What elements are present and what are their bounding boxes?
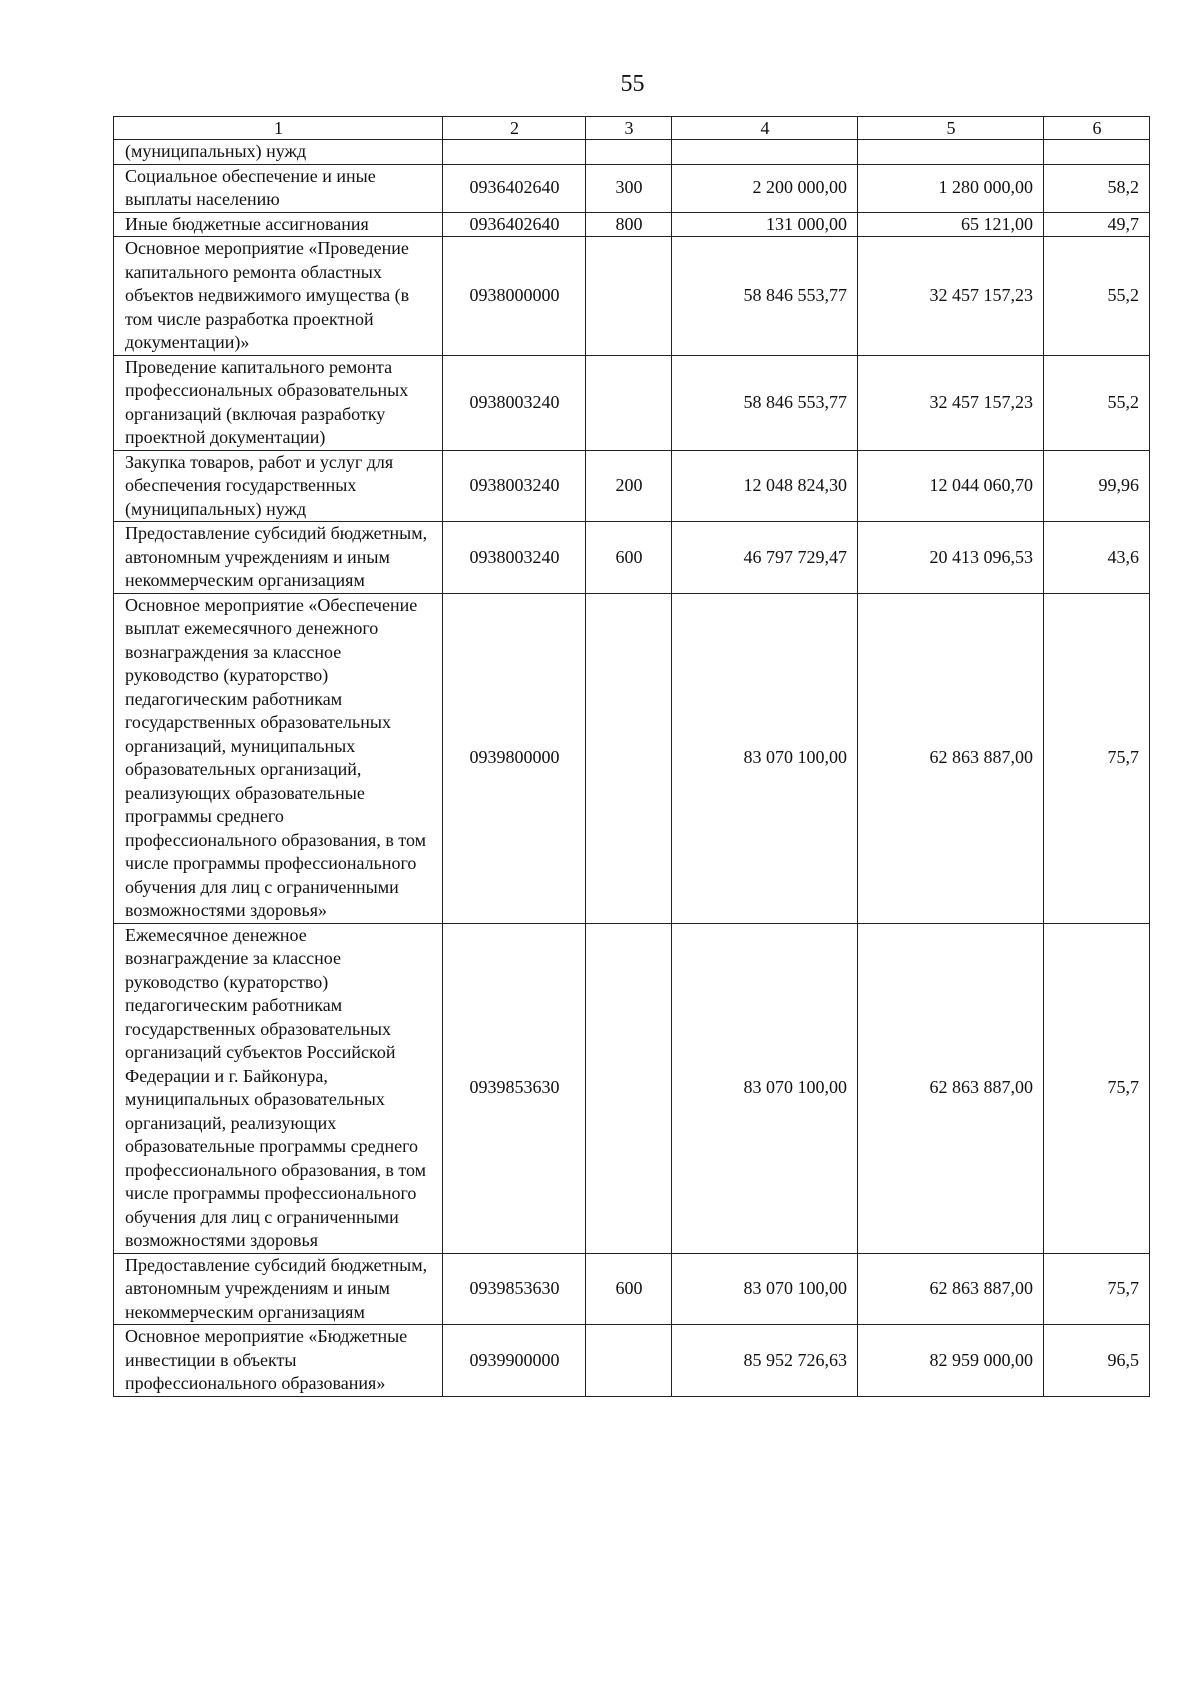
row-code: 0939853630 (443, 1253, 586, 1325)
row-plan: 83 070 100,00 (672, 593, 858, 923)
table-row (114, 1253, 1150, 1325)
row-plan: 12 048 824,30 (672, 450, 858, 522)
row-code (443, 140, 586, 165)
row-percent: 49,7 (1044, 212, 1150, 237)
row-fact: 62 863 887,00 (858, 923, 1044, 1253)
table-row (114, 1325, 1150, 1397)
row-name: Основное мероприятие «Обеспечение выплат ежемесячного денежного вознаграждения за классное руководство (кураторство) педагогическим работникам государственных образовательных организаций, муниципальных образовательных организаций, реализующих образовательные программы среднего профессионального образования, в том числе программы профессионального обучения для лиц с ограниченными возможностями здоровья» (114, 593, 443, 923)
column-header: 5 (858, 117, 1044, 140)
row-type (586, 237, 672, 356)
row-name: (муниципальных) нужд (114, 140, 443, 165)
row-name: Основное мероприятие «Бюджетные инвестиции в объекты профессионального образования» (114, 1325, 443, 1397)
column-header: 4 (672, 117, 858, 140)
row-plan: 83 070 100,00 (672, 1253, 858, 1325)
page-number: 55 (620, 71, 645, 97)
row-percent: 55,2 (1044, 355, 1150, 450)
row-name: Основное мероприятие «Проведение капитального ремонта областных объектов недвижимого имущества (в том числе разработка проектной документации)» (114, 237, 443, 356)
row-type (586, 355, 672, 450)
row-fact: 62 863 887,00 (858, 1253, 1044, 1325)
row-fact: 62 863 887,00 (858, 593, 1044, 923)
row-type (586, 923, 672, 1253)
row-code: 0936402640 (443, 164, 586, 212)
row-percent: 75,7 (1044, 923, 1150, 1253)
column-header: 6 (1044, 117, 1150, 140)
row-type: 300 (586, 164, 672, 212)
row-fact: 12 044 060,70 (858, 450, 1044, 522)
table-header-row (114, 117, 1150, 140)
table-row (114, 450, 1150, 522)
row-type: 600 (586, 1253, 672, 1325)
row-code: 0939853630 (443, 923, 586, 1253)
row-name: Социальное обеспечение и иные выплаты населению (114, 164, 443, 212)
row-fact: 20 413 096,53 (858, 522, 1044, 594)
row-code: 0939900000 (443, 1325, 586, 1397)
row-percent: 55,2 (1044, 237, 1150, 356)
row-name: Проведение капитального ремонта профессиональных образовательных организаций (включая разработку проектной документации) (114, 355, 443, 450)
row-percent: 75,7 (1044, 1253, 1150, 1325)
row-percent: 75,7 (1044, 593, 1150, 923)
row-fact: 65 121,00 (858, 212, 1044, 237)
row-code: 0938003240 (443, 450, 586, 522)
column-header: 2 (443, 117, 586, 140)
table-row (114, 237, 1150, 356)
row-name: Предоставление субсидий бюджетным, автономным учреждениям и иным некоммерческим организациям (114, 522, 443, 594)
row-plan: 131 000,00 (672, 212, 858, 237)
row-percent: 99,96 (1044, 450, 1150, 522)
budget-table (113, 116, 1150, 1397)
row-plan: 58 846 553,77 (672, 237, 858, 356)
row-code: 0939800000 (443, 593, 586, 923)
row-fact: 82 959 000,00 (858, 1325, 1044, 1397)
row-fact: 1 280 000,00 (858, 164, 1044, 212)
row-name: Закупка товаров, работ и услуг для обеспечения государственных (муниципальных) нужд (114, 450, 443, 522)
row-plan: 46 797 729,47 (672, 522, 858, 594)
row-type (586, 1325, 672, 1397)
row-code: 0938000000 (443, 237, 586, 356)
row-name: Иные бюджетные ассигнования (114, 212, 443, 237)
column-header: 1 (114, 117, 443, 140)
row-plan: 83 070 100,00 (672, 923, 858, 1253)
row-type: 600 (586, 522, 672, 594)
table-row (114, 164, 1150, 212)
table-row (114, 212, 1150, 237)
row-percent: 43,6 (1044, 522, 1150, 594)
row-plan: 2 200 000,00 (672, 164, 858, 212)
row-fact: 32 457 157,23 (858, 237, 1044, 356)
row-code: 0938003240 (443, 522, 586, 594)
row-fact: 32 457 157,23 (858, 355, 1044, 450)
table-row (114, 355, 1150, 450)
table-row (114, 522, 1150, 594)
row-name: Ежемесячное денежное вознаграждение за классное руководство (кураторство) педагогическим работникам государственных образовательных организаций субъектов Российской Федерации и г. Байконура, муниципальных образовательных организаций, реализующих образовательные программы среднего профессионального образования, в том числе программы профессионального обучения для лиц с ограниченными возможностями здоровья (114, 923, 443, 1253)
row-percent: 58,2 (1044, 164, 1150, 212)
row-code: 0936402640 (443, 212, 586, 237)
row-plan (672, 140, 858, 165)
row-percent (1044, 140, 1150, 165)
column-header: 3 (586, 117, 672, 140)
row-fact (858, 140, 1044, 165)
row-type: 200 (586, 450, 672, 522)
row-plan: 58 846 553,77 (672, 355, 858, 450)
row-plan: 85 952 726,63 (672, 1325, 858, 1397)
row-code: 0938003240 (443, 355, 586, 450)
table-row (114, 593, 1150, 923)
row-percent: 96,5 (1044, 1325, 1150, 1397)
row-name: Предоставление субсидий бюджетным, автономным учреждениям и иным некоммерческим организациям (114, 1253, 443, 1325)
table-row (114, 140, 1150, 165)
row-type (586, 593, 672, 923)
row-type (586, 140, 672, 165)
row-type: 800 (586, 212, 672, 237)
table-row (114, 923, 1150, 1253)
